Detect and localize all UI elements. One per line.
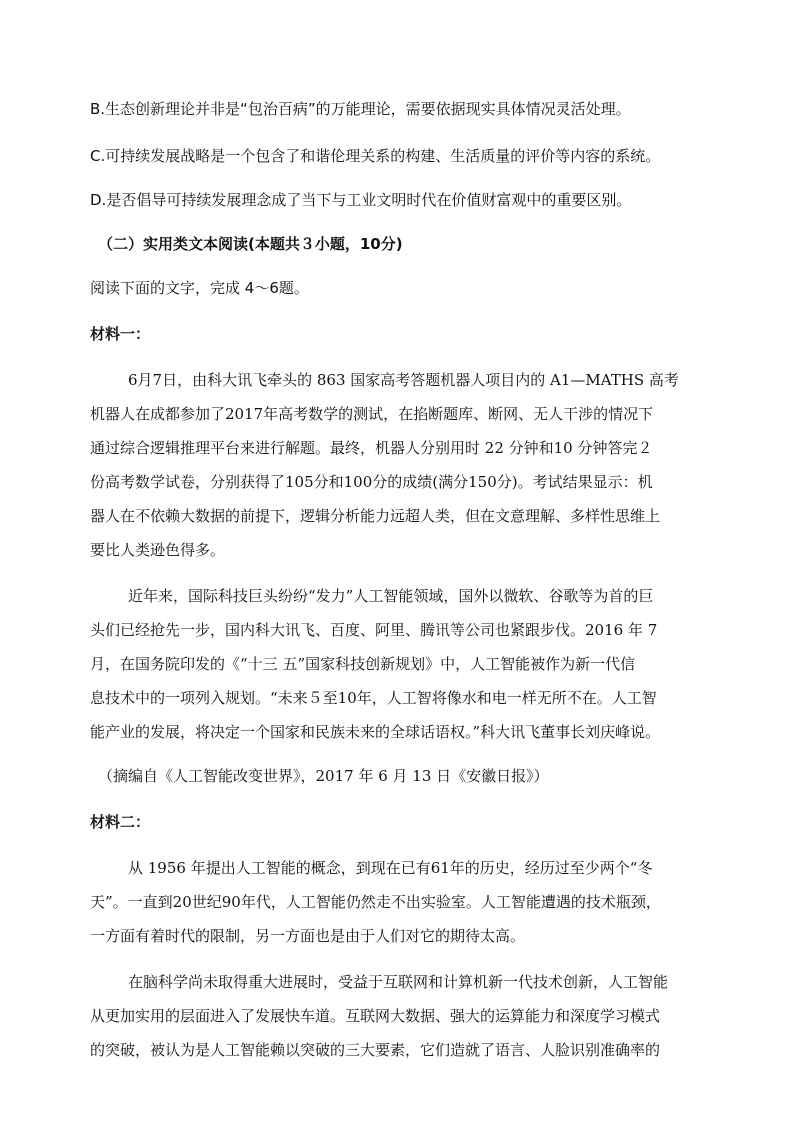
paragraph-line: 机器人在成都参加了2017年高考数学的测试，在掐断题库、断网、无人干涉的情况下 <box>90 405 654 423</box>
paragraph-line: 天”。一直到20世纪90年代，人工智能仍然走不出实验室。人工智能遭遇的技术瓶颈， <box>90 893 661 911</box>
paragraph-line: 在脑科学尚未取得重大进展时，受益于互联网和计算机新一代技术创新，人工智能 <box>128 973 669 991</box>
section-instruction: 阅读下面的文字，完成 4～6题。 <box>90 279 309 297</box>
paragraph-line: 器人在不依赖大数据的前提下，逻辑分析能力远超人类，但在文意理解、多样性思维上 <box>90 507 661 525</box>
material1-source: （摘编自《人工智能改变世界》，2017 年 6 月 13 日《安徽日报》） <box>98 767 549 785</box>
paragraph-line: 头们已经抢先一步，国内科大讯飞、百度、阿里、腾讯等公司也紧跟步伐。2016 年 7 <box>90 621 658 639</box>
paragraph-line: 要比人类逊色得多。 <box>90 541 226 559</box>
material2-title: 材料二： <box>90 813 151 831</box>
paragraph-line: 从 1956 年提出人工智能的概念，到现在已有61年的历史，经历过至少两个“冬 <box>128 859 653 877</box>
paragraph-line: 一方面有着时代的限制，另一方面也是由于人们对它的期待太高。 <box>90 927 526 945</box>
option-d: D.是否倡导可持续发展理念成了当下与工业文明时代在价值财富观中的重要区别。 <box>90 191 632 209</box>
paragraph-line: 息技术中的一项列入规划。“未来５至10年，人工智将像水和电一样无所不在。人工智 <box>90 689 657 707</box>
paragraph-line: 从更加实用的层面进入了发展快车道。互联网大数据、强大的运算能力和深度学习模式 <box>90 1007 661 1025</box>
option-b: B.生态创新理论并非是“包治百病”的万能理论，需要依据现实具体情况灵活处理。 <box>90 100 631 118</box>
paragraph-line: 通过综合逻辑推理平台来进行解题。最终，机器人分别用时 22 分钟和10 分钟答完２ <box>90 439 653 457</box>
option-c: C.可持续发展战略是一个包含了和谐伦理关系的构建、生活质量的评价等内容的系统。 <box>90 147 661 165</box>
paragraph-line: 能产业的发展，将决定一个国家和民族未来的全球话语权。”科大讯飞董事长刘庆峰说。 <box>90 723 661 741</box>
paragraph-line: 月，在国务院印发的《“十三 五”国家科技创新规划》中，人工智能被作为新一代信 <box>90 655 636 673</box>
paragraph-line: 近年来，国际科技巨头纷纷“发力”人工智能领域，国外以微软、谷歌等为首的巨 <box>128 587 654 605</box>
paragraph-line: 6月7日，由科大讯飞牵头的 863 国家高考答题机器人项目内的 A1—MATHS 高考 <box>128 371 679 389</box>
paragraph-line: 的突破，被认为是人工智能赖以突破的三大要素，它们造就了语言、人脸识别准确率的 <box>90 1041 661 1059</box>
paragraph-line: 份高考数学试卷，分别获得了105分和100分的成绩(满分150分)。考试结果显示：机 <box>90 473 653 491</box>
material1-title: 材料一： <box>90 325 151 343</box>
section-heading: （二）实用类文本阅读(本题共３小题，10分) <box>98 235 403 253</box>
